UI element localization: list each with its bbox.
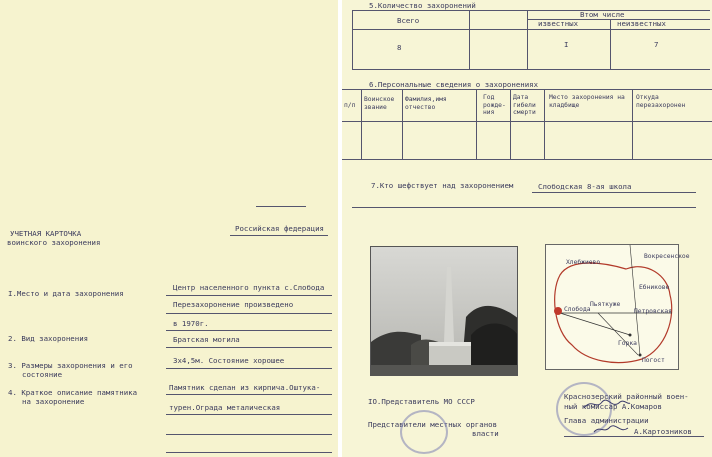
table-line <box>544 89 545 159</box>
underline <box>166 394 332 395</box>
field-label-size: 3. Размеры захоронения и его <box>8 361 133 370</box>
section-10-label: IO.Представитель МО СССР <box>368 397 475 406</box>
underline <box>166 347 332 348</box>
table-line <box>527 10 528 70</box>
local-authority-label: Представители местных органов <box>368 420 498 429</box>
s5-total: 8 <box>397 43 402 52</box>
admin-head-name: А.Картозников <box>634 427 692 436</box>
s6-col-rank: Воинское звание <box>364 96 395 111</box>
field-value-monument: Памятник сделан из кирпича.Оштука- <box>169 383 321 392</box>
field-value-burial-place: Центр населенного пункта с.Слобода <box>173 283 325 292</box>
s6-col-name: Фамилия,имя отчество <box>405 96 447 111</box>
map-label: Горка <box>618 340 637 347</box>
table-line <box>352 69 710 70</box>
map-label: Хлебжиево <box>566 259 601 266</box>
table-line <box>361 89 362 159</box>
field-label-monument: 4. Краткое описание памятника <box>8 388 138 397</box>
table-line <box>352 10 353 70</box>
map-label: Пьяткуже <box>590 301 621 308</box>
s5-known: I <box>564 40 569 49</box>
section-7-label: 7.Кто шефствует над захоронением <box>371 181 514 190</box>
field-label-condition: состояние <box>22 370 63 379</box>
section-6-title: 6.Персональные сведения о захоронениях <box>369 80 539 89</box>
underline <box>166 330 332 331</box>
card-title: УЧЕТНАЯ КАРТОЧКА <box>10 229 82 238</box>
map-label: Вокресенское <box>644 253 690 260</box>
map-label: Ебникове <box>639 284 670 291</box>
divider <box>256 206 306 207</box>
card-back-page <box>342 0 712 457</box>
underline <box>166 313 332 314</box>
table-line <box>402 89 403 159</box>
table-line <box>476 89 477 159</box>
field-value-year: в 1970г. <box>173 319 209 328</box>
divider <box>230 235 328 236</box>
underline <box>166 434 332 435</box>
country-label: Российская федерация <box>235 224 324 233</box>
s6-col-death: Дата гибели смерти <box>513 94 536 116</box>
underline <box>166 368 332 369</box>
s6-col-origin: Откуда перезахоронен <box>636 94 686 109</box>
table-line <box>342 159 712 160</box>
field-value-monument-2: турен.Ограда металическая <box>169 403 281 412</box>
table-line <box>610 19 611 70</box>
s5-head-incl: Втом числе <box>580 10 625 19</box>
s6-col-place: Место захоронения на кладбище <box>549 94 625 109</box>
table-line <box>632 89 633 159</box>
underline <box>166 295 332 296</box>
s6-col-num: п/п <box>344 102 356 109</box>
s5-head-total: Всего <box>397 16 420 25</box>
field-label-monument-2: на захоронение <box>22 397 85 406</box>
card-subtitle: воинского захоронения <box>7 238 101 247</box>
location-map <box>545 244 690 370</box>
table-line <box>342 89 712 90</box>
table-line <box>342 121 712 122</box>
s5-unknown: 7 <box>654 40 659 49</box>
commissar-line-1: Краснозерский районный воен- <box>564 392 689 401</box>
field-label-burial-place: I.Место и дата захоронения <box>8 289 124 298</box>
s5-head-known: известных <box>538 19 579 28</box>
underline <box>564 436 704 437</box>
s5-head-unknown: неизвестных <box>617 19 666 28</box>
local-authority-label-2: власти <box>472 429 499 438</box>
field-value-size: 3х4,5м. Состояние хорошее <box>173 356 285 365</box>
admin-head-label: Глава администрации <box>564 416 649 425</box>
table-line <box>469 10 470 70</box>
signature <box>592 422 632 436</box>
commissar-line-2: ный комиссар А.Комаров <box>564 402 662 411</box>
signature <box>582 396 632 412</box>
field-value-burial-type: Братская могила <box>173 335 240 344</box>
section-5-title: 5.Количество захоронений <box>369 1 476 10</box>
field-label-burial-type: 2. Вид захоронения <box>8 334 89 343</box>
map-label: Погост <box>642 357 665 364</box>
table-line <box>352 29 710 30</box>
monument-photo <box>370 246 518 376</box>
section-7-value: Слободская 8-ая школа <box>538 182 632 191</box>
field-value-reburial: Перезахоронение произведено <box>173 300 294 309</box>
map-label: Слобода <box>564 306 591 313</box>
official-stamp <box>400 410 448 454</box>
underline <box>532 192 696 193</box>
table-line <box>352 10 710 11</box>
underline <box>166 452 332 453</box>
underline <box>352 207 696 208</box>
map-label: Петровская <box>634 308 672 315</box>
card-front-page <box>0 0 338 457</box>
underline <box>166 414 332 415</box>
table-line <box>510 89 511 159</box>
s6-col-born: Год рожде-ния <box>483 94 506 116</box>
